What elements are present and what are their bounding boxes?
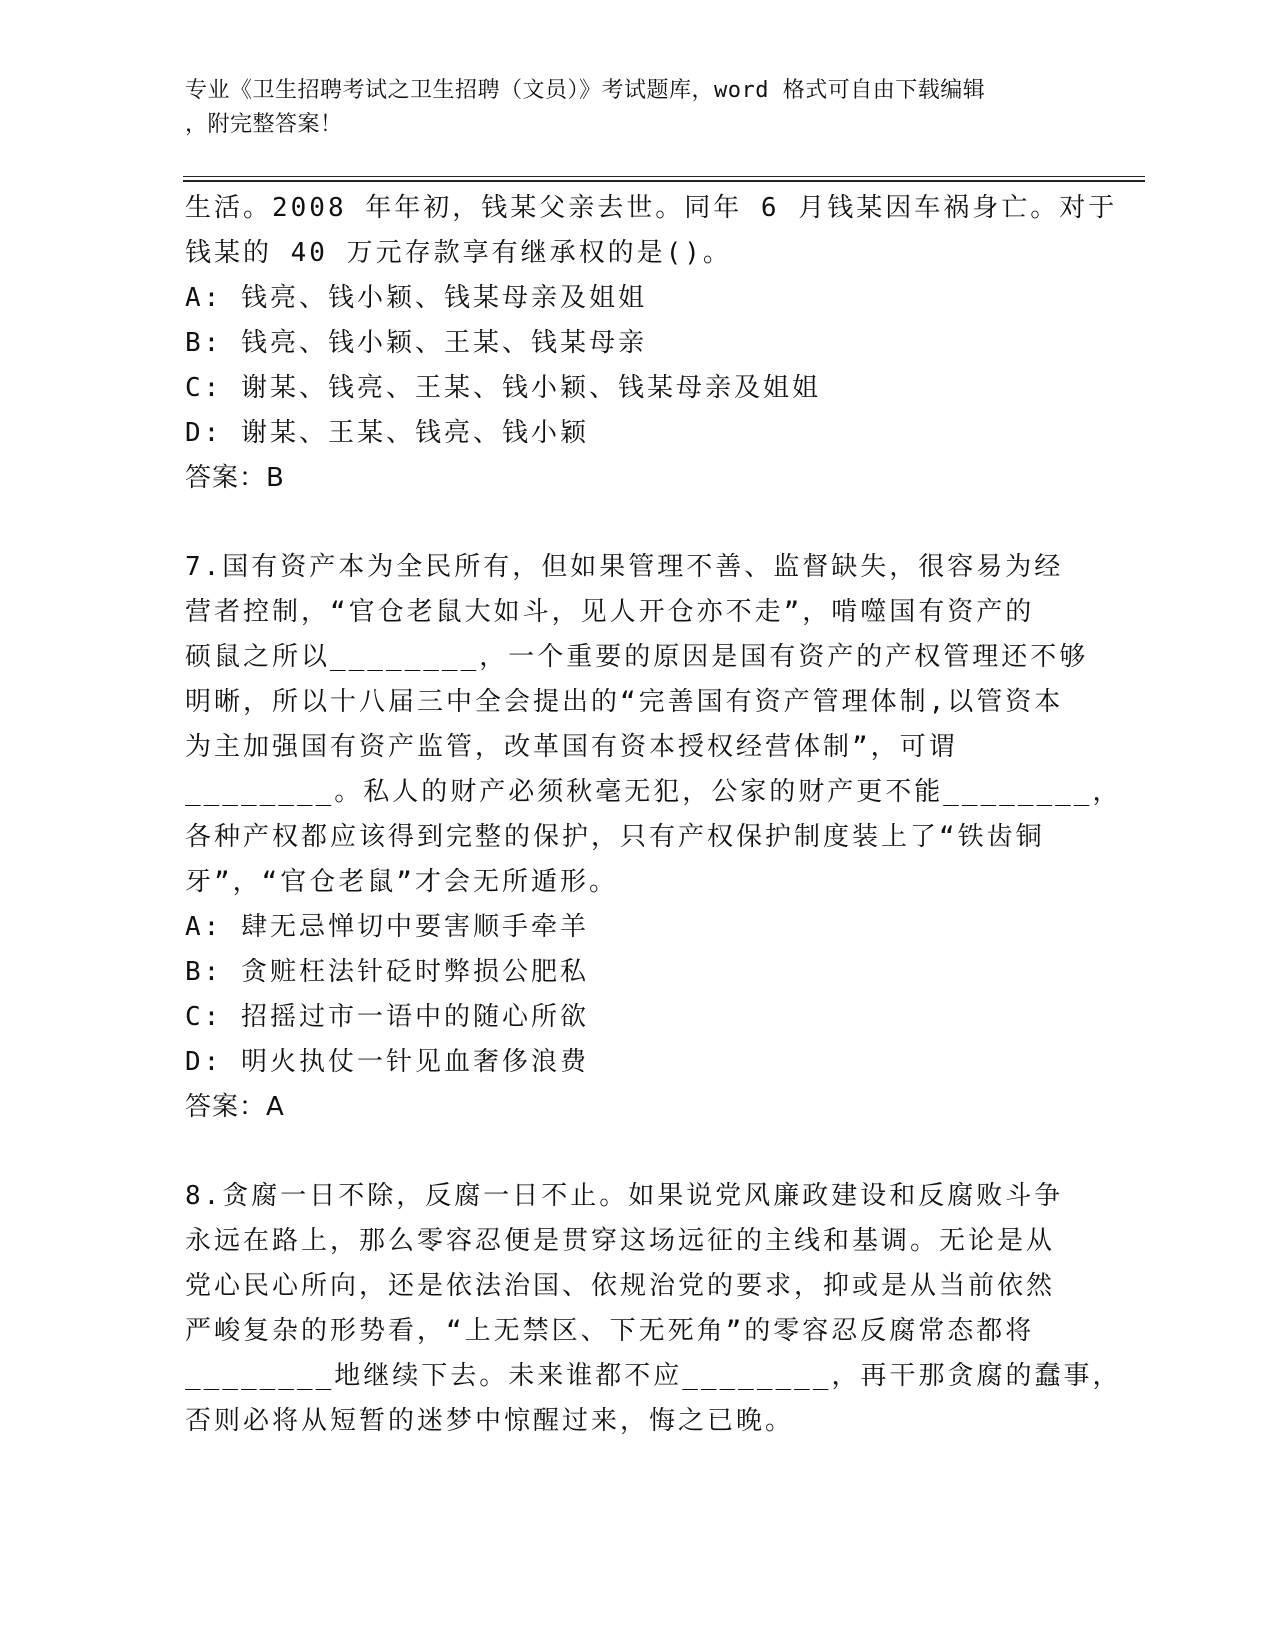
- option-a: A: 钱亮、钱小颖、钱某母亲及姐姐: [185, 283, 647, 313]
- question-text-line: 生活。2008 年年初，钱某父亲去世。同年 6 月钱某因车祸身亡。对于: [185, 193, 1118, 223]
- spacer: [185, 1130, 1065, 1174]
- header-line-2: ，附完整答案！: [185, 112, 343, 137]
- option-b: B: 钱亮、钱小颖、王某、钱某母亲: [185, 328, 647, 358]
- spacer: [185, 501, 1065, 545]
- question-text-line: 否则必将从短暂的迷梦中惊醒过来，悔之已晚。: [185, 1406, 795, 1436]
- option-c: C: 招摇过市一语中的随心所欲: [185, 1002, 589, 1032]
- question-text-line: 为主加强国有资产监管，改革国有资本授权经营体制”，可谓: [185, 732, 958, 762]
- question-text-line: 明晰，所以十八届三中全会提出的“完善国有资产管理体制,以管资本: [185, 687, 1064, 717]
- question-text-line: 严峻复杂的形势看，“上无禁区、下无死角”的零容忍反腐常态都将: [185, 1316, 1035, 1346]
- question-6: [185, 186, 1118, 501]
- header-divider-thin: [183, 176, 1145, 177]
- document-body: [185, 186, 1122, 1444]
- question-text-line: 牙”，“官仓老鼠”才会无所遁形。: [185, 867, 618, 897]
- question-text-line: 营者控制，“官仓老鼠大如斗，见人开仓亦不走”，啃噬国有资产的: [185, 597, 1035, 627]
- option-d: D: 明火执仗一针见血奢侈浪费: [185, 1047, 589, 1077]
- question-text-line: ________地继续下去。未来谁都不应________，再干那贪腐的蠢事，: [185, 1361, 1122, 1391]
- question-text-line: ________。私人的财产必须秋毫无犯，公家的财产更不能________，: [185, 777, 1122, 807]
- question-8: [185, 1174, 1122, 1444]
- answer-line: 答案：B: [185, 463, 285, 493]
- question-text-line: 永远在路上，那么零容忍便是贯穿这场远征的主线和基调。无论是从: [185, 1226, 1056, 1256]
- header-line-1: 专业《卫生招聘考试之卫生招聘（文员）》考试题库，word 格式可自由下载编辑: [185, 78, 986, 103]
- question-text-line: 8.贪腐一日不除，反腐一日不止。如果说党风廉政建设和反腐败斗争: [185, 1181, 1064, 1211]
- option-b: B: 贪赃枉法针砭时弊损公肥私: [185, 957, 589, 987]
- option-a: A: 肆无忌惮切中要害顺手牵羊: [185, 912, 589, 942]
- question-text-line: 7.国有资产本为全民所有，但如果管理不善、监督缺失，很容易为经: [185, 552, 1064, 582]
- page-header: [185, 74, 1065, 142]
- question-7: [185, 545, 1122, 1130]
- question-text-line: 党心民心所向，还是依法治国、依规治党的要求，抑或是从当前依然: [185, 1271, 1056, 1301]
- option-d: D: 谢某、王某、钱亮、钱小颖: [185, 418, 589, 448]
- option-c: C: 谢某、钱亮、王某、钱小颖、钱某母亲及姐姐: [185, 373, 821, 403]
- header-divider-thick: [183, 180, 1145, 182]
- answer-line: 答案：A: [185, 1092, 285, 1122]
- question-text-line: 各种产权都应该得到完整的保护，只有产权保护制度装上了“铁齿铜: [185, 822, 1045, 852]
- question-text-line: 钱某的 40 万元存款享有继承权的是()。: [185, 238, 732, 268]
- question-text-line: 硕鼠之所以________，一个重要的原因是国有资产的产权管理还不够: [185, 642, 1089, 672]
